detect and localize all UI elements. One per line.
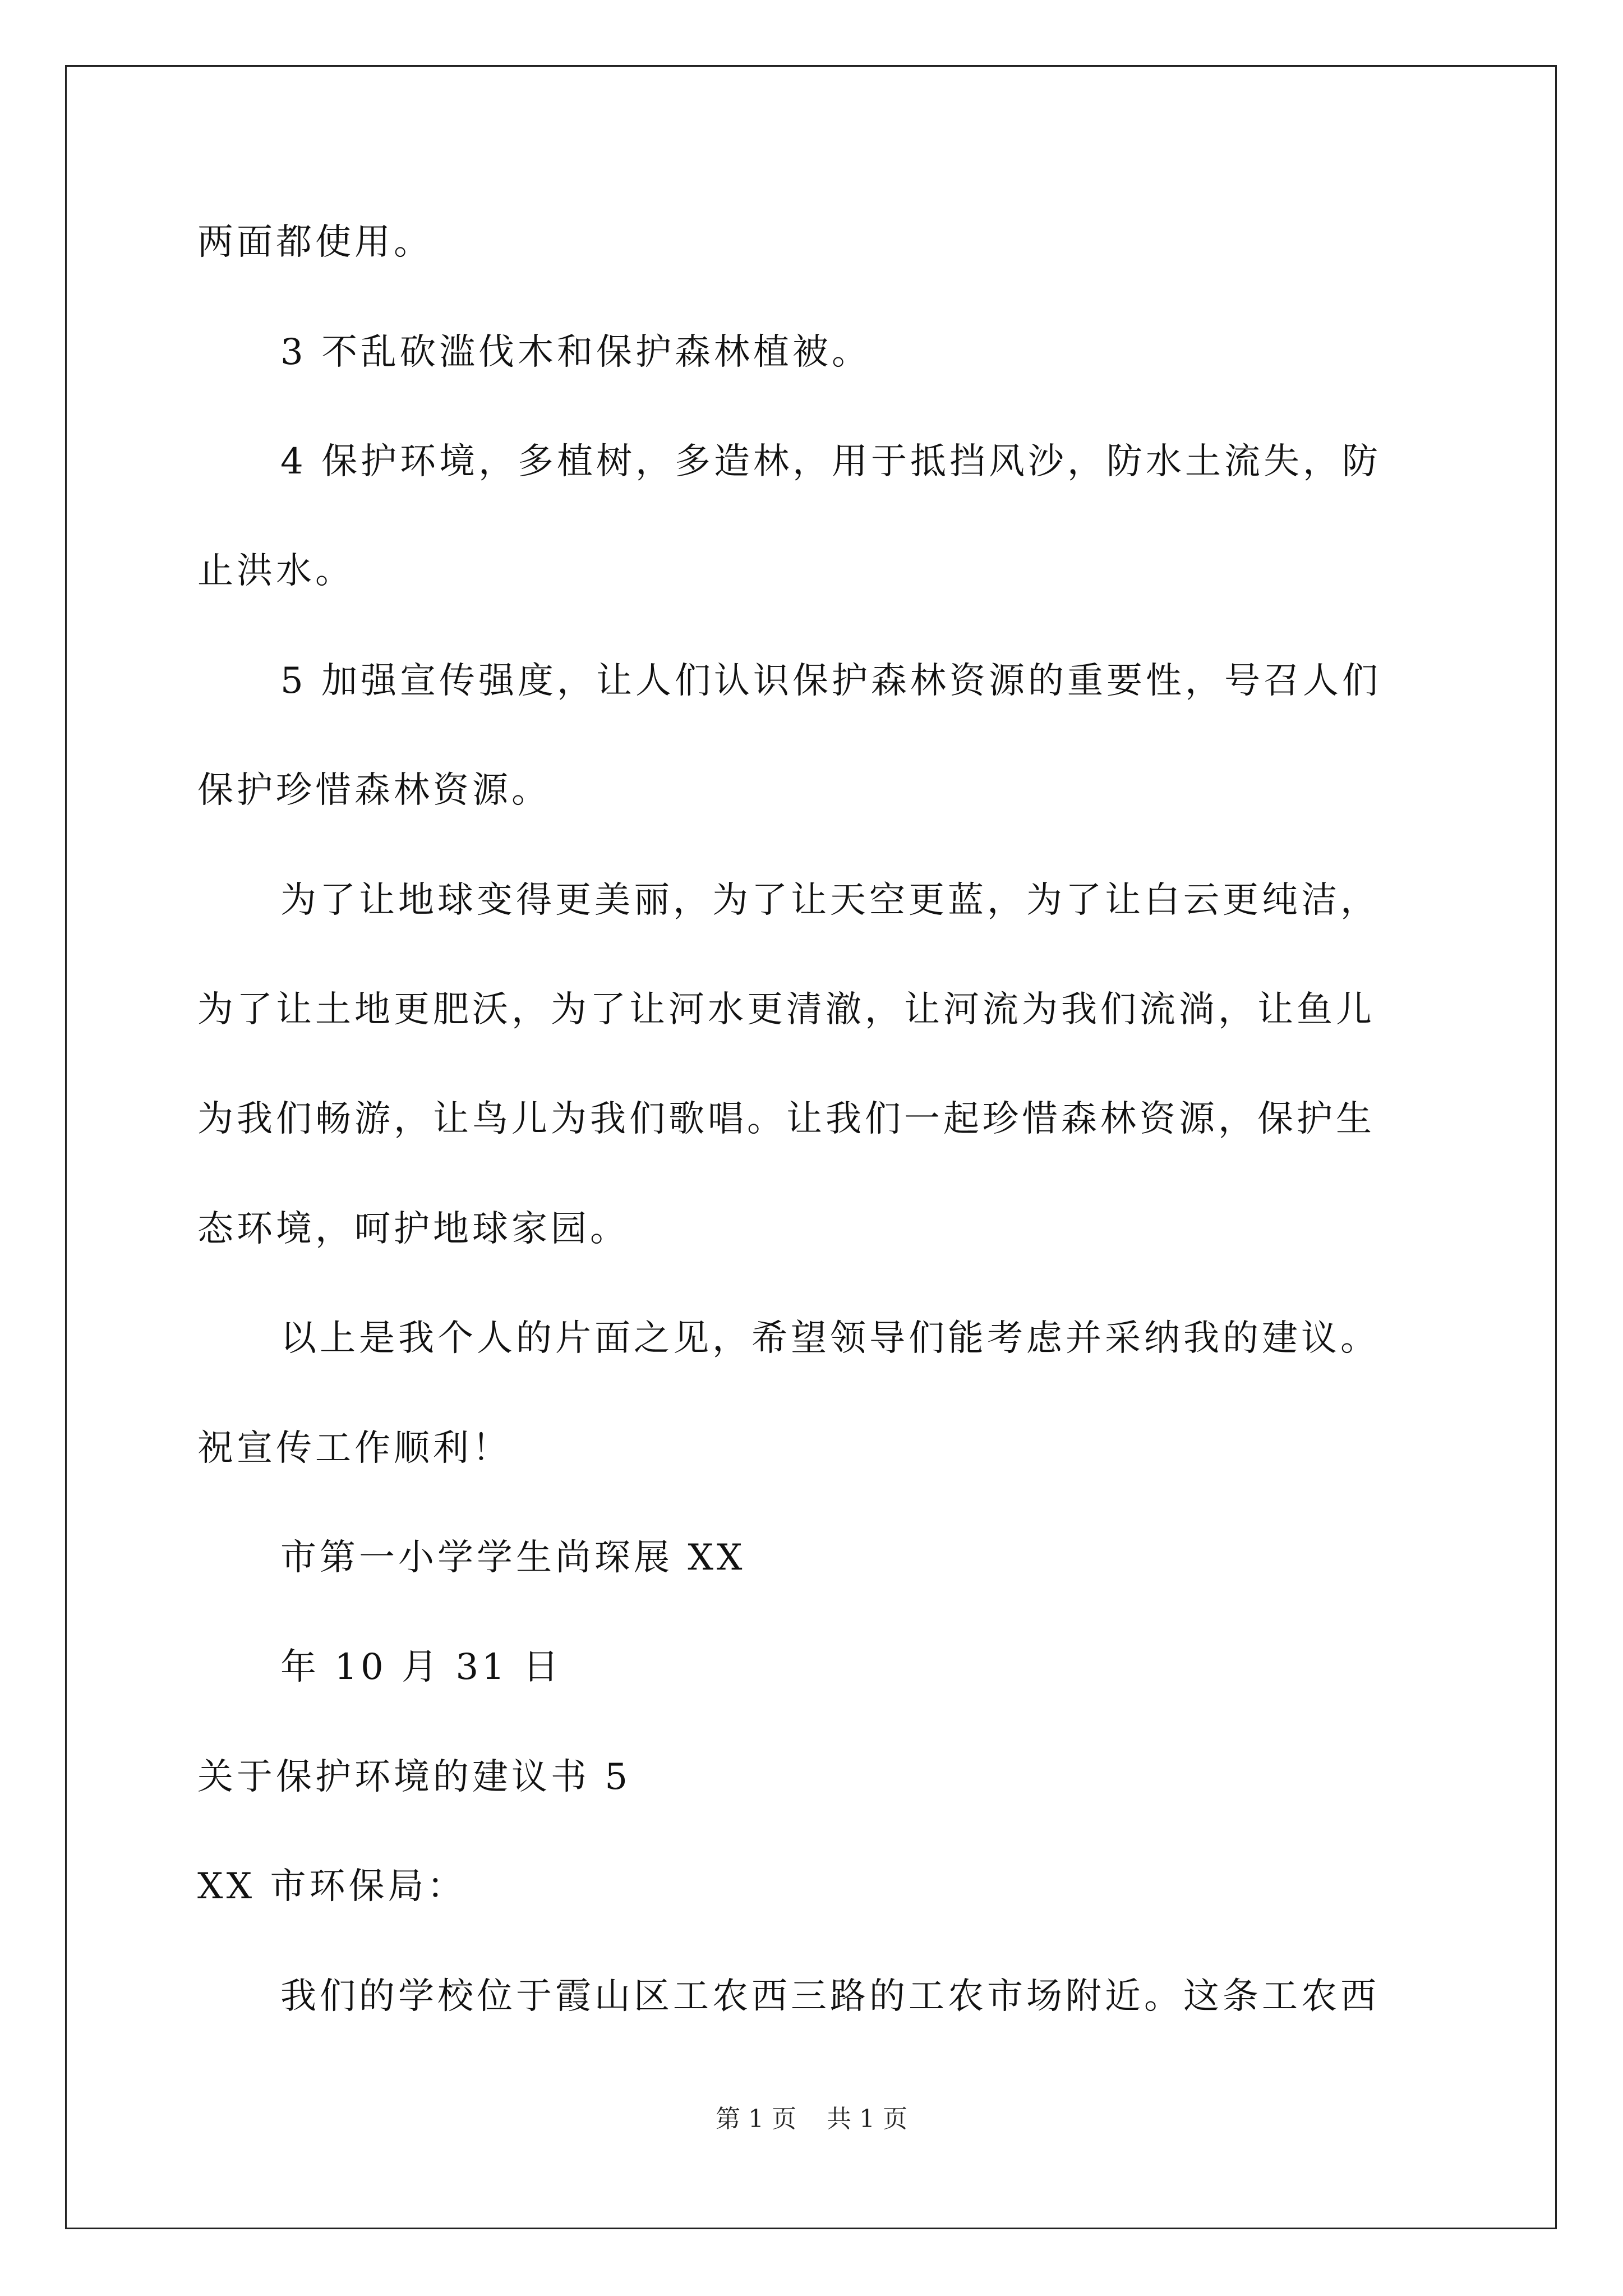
signature-line: 市第一小学学生尚琛展 XX <box>280 1537 746 1579</box>
page-footer <box>0 2104 1623 2135</box>
text-line: 止洪水。 <box>197 550 354 592</box>
text-line: 为我们畅游，让鸟儿为我们歌唱。让我们一起珍惜森林资源，保护生 <box>197 1098 1375 1140</box>
addressee-line: XX 市环保局： <box>197 1866 467 1907</box>
text-line: 以上是我个人的片面之见，希望领导们能考虑并采纳我的建议。 <box>280 1318 1380 1359</box>
text-line: 为了让地球变得更美丽，为了让天空更蓝，为了让白云更纯洁， <box>280 880 1380 921</box>
text-line: 为了让土地更肥沃，为了让河水更清澈，让河流为我们流淌，让鱼儿 <box>197 989 1375 1030</box>
section-title: 关于保护环境的建议书 5 <box>197 1756 631 1798</box>
page-total: 共 1 页 <box>827 2105 907 2133</box>
text-line: 祝宣传工作顺利！ <box>197 1428 511 1469</box>
text-line: 保护珍惜森林资源。 <box>197 770 551 811</box>
text-line: 3 不乱砍滥伐木和保护森林植被。 <box>280 332 872 373</box>
text-line: 态环境，呵护地球家园。 <box>197 1208 629 1250</box>
text-line: 5 加强宣传强度，让人们认识保护森林资源的重要性，号召人们 <box>280 660 1382 702</box>
text-line: 两面都使用。 <box>197 222 433 263</box>
text-line: 4 保护环境，多植树，多造林，用于抵挡风沙，防水土流失，防 <box>280 441 1382 482</box>
page-number: 第 1 页 <box>716 2105 796 2133</box>
text-line: 我们的学校位于霞山区工农西三路的工农市场附近。这条工农西 <box>280 1976 1380 2017</box>
date-line: 年 10 月 31 日 <box>280 1646 562 1688</box>
